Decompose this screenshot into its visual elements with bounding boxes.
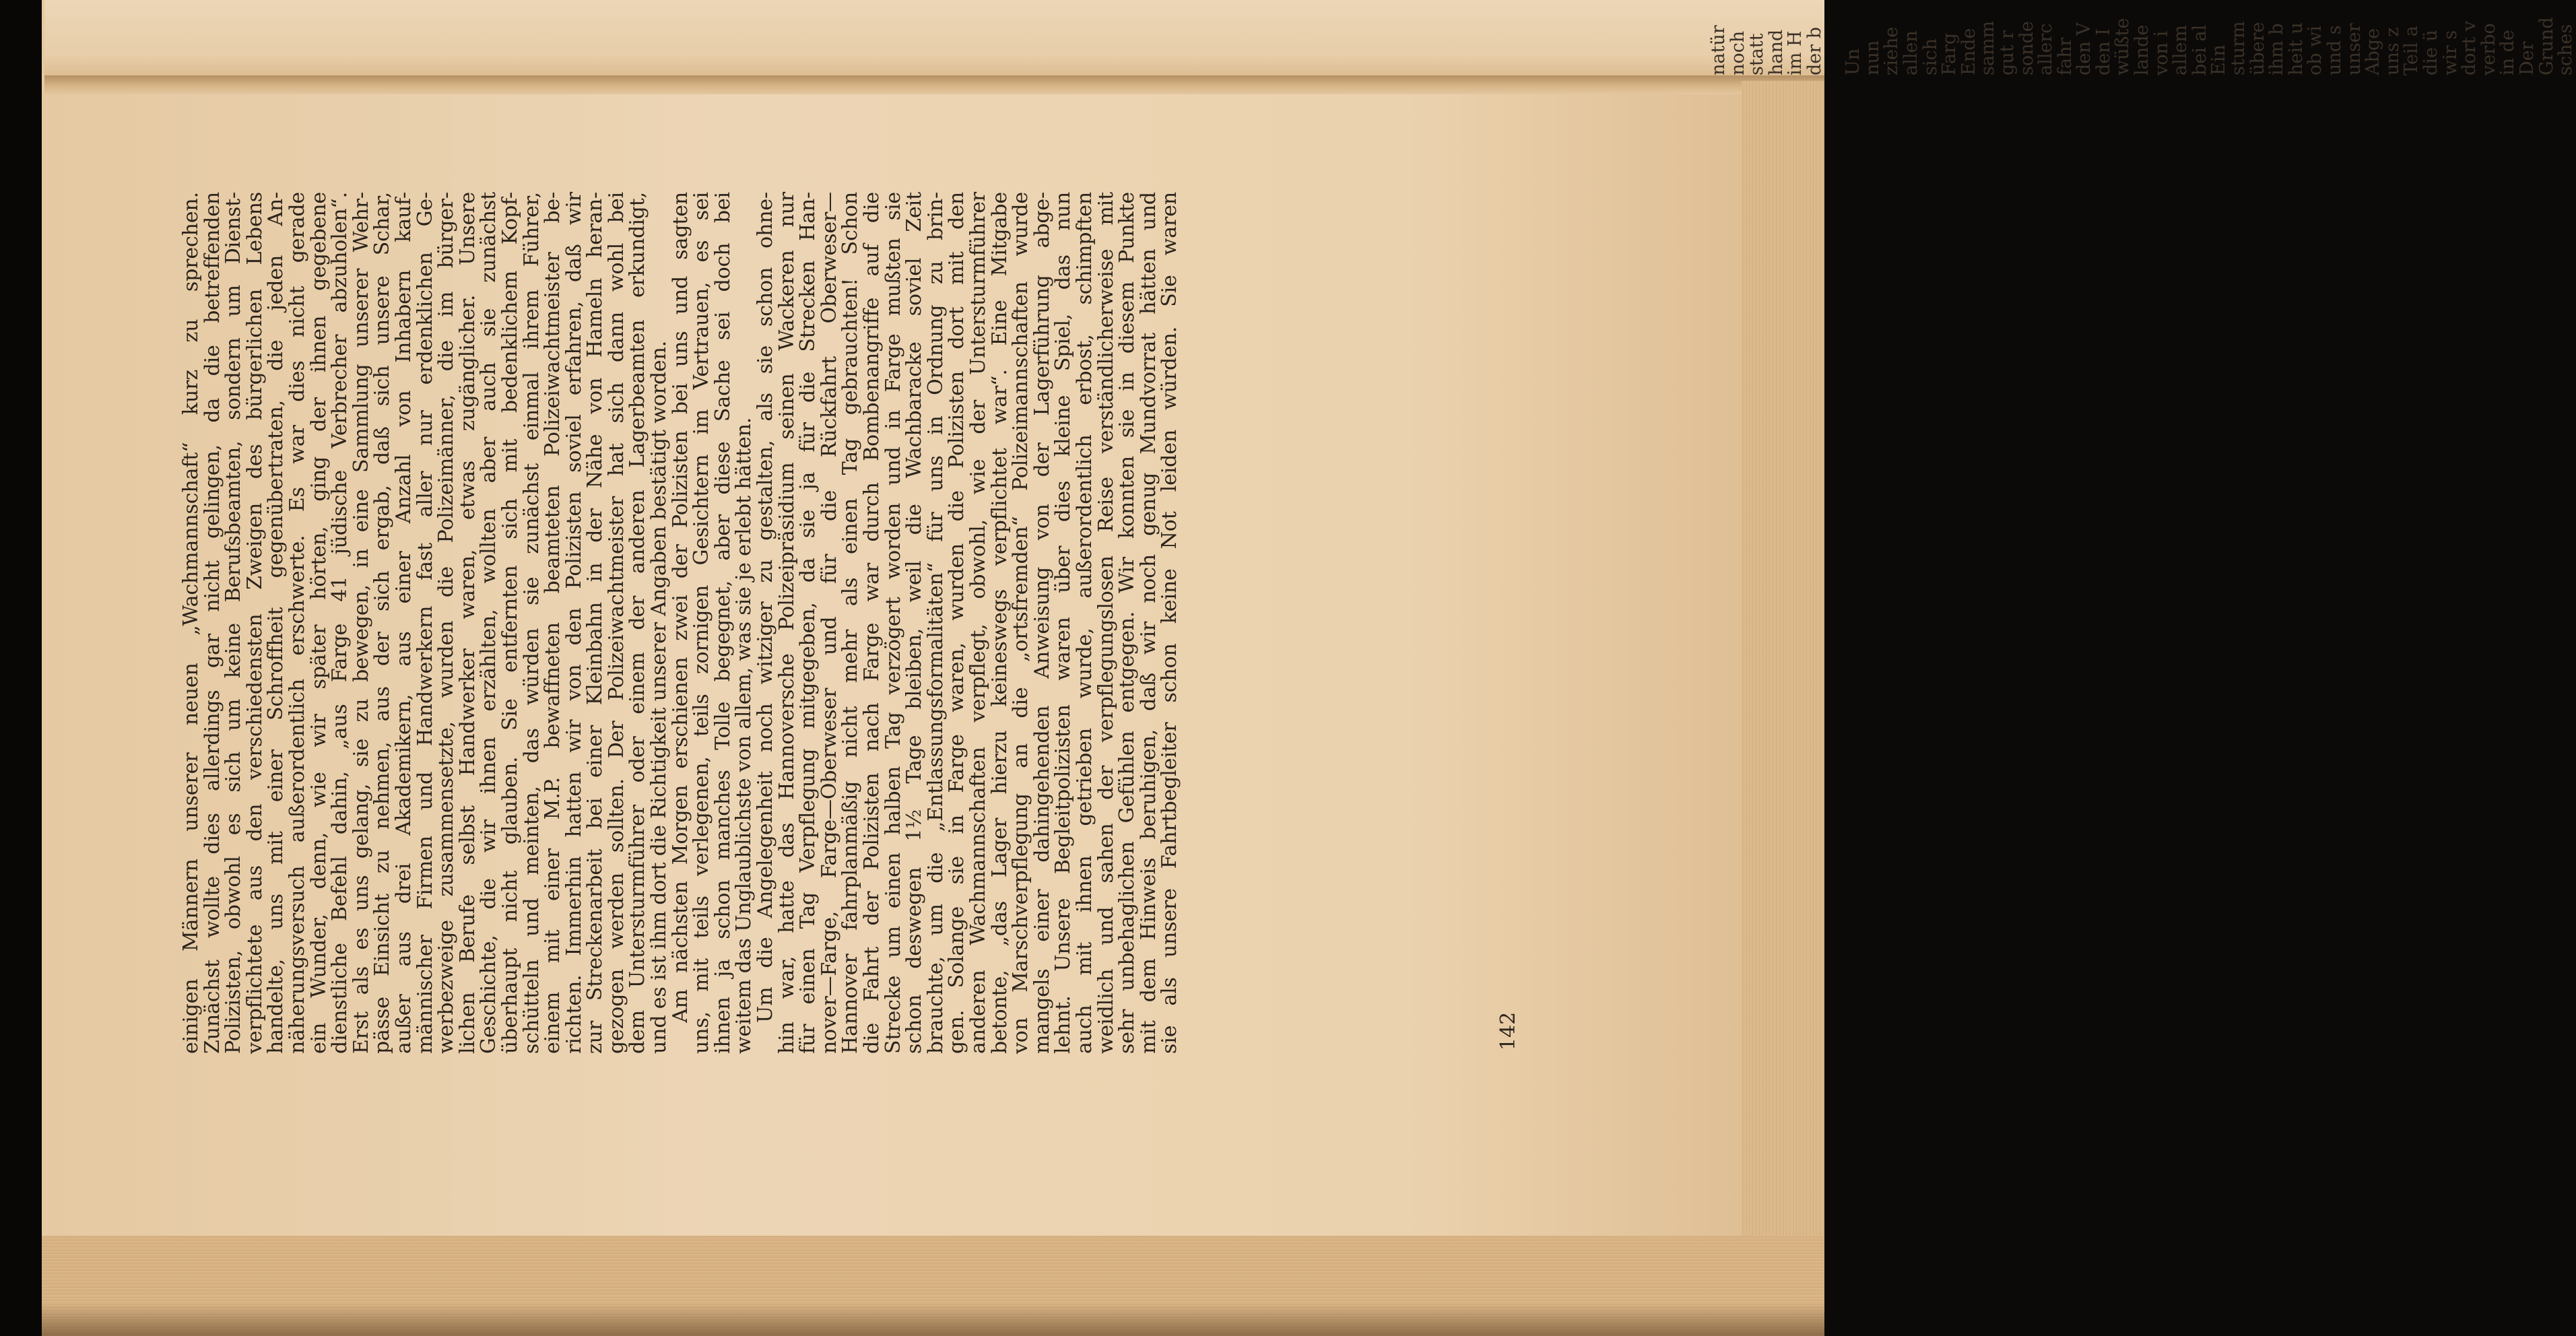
facing-page-line: allen — [1900, 30, 1921, 75]
facing-page-line: gut r — [1996, 30, 2018, 75]
text-line: ihnen ja schon manches Tolle begegnet, aber diese Sache sei doch bei — [711, 192, 735, 1054]
facing-page-line: die ü — [2420, 30, 2441, 75]
text-line: Geschichte, die wir ihnen erzählten, wollten aber auch sie zunächst — [477, 192, 501, 1054]
facing-page-line: allerc — [2035, 23, 2057, 75]
text-line: sehr unbehaglichen Gefühlen entgegen. Wir konnten sie in diesem Punkte — [1115, 192, 1140, 1054]
text-line: verpflichtete aus den verschiedensten Zweigen des bürgerlichen Lebens — [242, 192, 267, 1054]
text-line: auch mit ihnen getrieben wurde, außerordentlich erbost, schimpften — [1072, 192, 1096, 1054]
facing-page-line: Farg — [1939, 32, 1960, 75]
facing-page-line: den I — [2092, 28, 2114, 75]
text-line: weitem das Unglaublichste von allem, was sie je erlebt hätten. — [732, 417, 756, 1054]
text-line: und es ist ihm dort die Richtigkeit unserer Angaben bestätigt worden. — [647, 340, 671, 1054]
text-line: einigen Männern unserer neuen „Wachmannschaft“ kurz zu sprechen. — [179, 192, 203, 1054]
text-line: schon deswegen 1½ Tage bleiben, weil die Wachbaracke soviel Zeit — [902, 192, 927, 1054]
text-line: ein Wunder, denn, wie wir später hörten, ging der ihnen gegebene — [306, 192, 331, 1054]
text-line: die Fahrt der Polizisten nach Farge war durch Bombenangriffe auf die — [860, 192, 884, 1054]
body-text — [180, 192, 1181, 1054]
facing-page-line: uns z — [2381, 27, 2403, 75]
facing-page-line: lande — [2132, 24, 2153, 75]
facing-page-line: wüßte — [2112, 18, 2134, 75]
text-line: männischer Firmen und Handwerkern fast aller nur erdenklichen Ge- — [413, 192, 437, 1054]
text-line: für einen Tag Verpflegung mitgegeben, da sie ja für die Strecken Han- — [796, 192, 820, 1054]
facing-page-line: ob wi — [2305, 26, 2326, 75]
text-line: Am nächsten Morgen erschienen zwei der Polizisten bei uns und sagten — [668, 192, 692, 1023]
text-line: pässe Einsicht zu nehmen, aus der sich ergab, daß sich unsere Schar, — [370, 192, 395, 1054]
facing-page-line: nun — [1861, 40, 1883, 75]
facing-page — [44, 0, 2576, 77]
facing-page-line: Un — [1843, 48, 1864, 75]
text-line: schütteln und meinten, das würden sie zunächst einmal ihrem Führer, — [519, 192, 543, 1054]
facing-page-line: im H — [1785, 30, 1806, 75]
facing-page-line — [1825, 0, 1845, 75]
facing-page-line: ziehe — [1881, 26, 1903, 75]
text-line: brauchte, um die „Entlassungsformalitäten“ für uns in Ordnung zu brin- — [923, 192, 948, 1054]
text-line: dienstliche Befehl dahin, „aus Farge 41 jüdische Verbrecher abzuholen“. — [328, 192, 352, 1054]
text-line: lehnt. Unsere Begleitpolizisten waren über dies kleine Spiel, das nun — [1051, 192, 1076, 1054]
facing-page-line: wir s — [2439, 30, 2461, 75]
page-stack-shadow — [42, 1303, 1824, 1336]
facing-page-line: bei al — [2189, 24, 2210, 75]
text-line: von Marschverpflegung an die „ortsfremden“ Polizeimannschaften wurde — [1009, 192, 1033, 1054]
facing-page-line: Ein — [2208, 44, 2230, 75]
facing-page-line: statt — [1746, 33, 1768, 75]
text-line: hin war, hatte das Hannoversche Polizeipräsidium seinen Wackeren nur — [774, 192, 799, 1054]
text-line: überhaupt nicht glauben. Sie entfernten sich mit bedenklichem Kopf- — [498, 192, 522, 1054]
text-line: Zunächst wollte dies allerdings gar nicht gelingen, da die betreffenden — [200, 192, 224, 1054]
text-line: sie als unsere Fahrtbegleiter schon keine Not leiden würden. Sie waren — [1158, 192, 1182, 1054]
text-line: gezogen werden sollten. Der Polizeiwachtmeister hat sich dann wohl bei — [604, 192, 628, 1054]
text-line: uns, mit teils verlegenen, teils zornigen Gesichtern im Vertrauen, es sei — [690, 192, 714, 1054]
text-line: mangels einer dahingehenden Anweisung von der Lagerführung abge- — [1030, 192, 1054, 1054]
text-line: gen. Solange sie in Farge waren, wurden die Polizisten dort mit den — [945, 192, 969, 1054]
text-line: lichen Berufe selbst Handwerker waren, etwas zugänglicher. Unsere — [455, 192, 480, 1054]
text-line: mit dem Hinweis beruhigen, daß wir noch genug Mundvorrat hätten und — [1136, 192, 1160, 1054]
text-line: außer aus drei Akademikern, aus einer Anzahl von Inhabern kauf- — [391, 192, 416, 1054]
text-line: Hannover fahrplanmäßig nicht mehr als einen Tag gebrauchten! Schon — [838, 192, 863, 1054]
facing-page-line: von i — [2150, 30, 2172, 75]
facing-page-line: noch — [1727, 30, 1748, 75]
text-line: betonte, „das Lager hierzu keineswegs verpflichtet war“. Eine Mitgabe — [987, 192, 1012, 1054]
text-line: näherungsversuch außerordentlich erschwerte. Es war dies nicht gerade — [285, 192, 309, 1054]
facing-page-line: Teil a — [2401, 26, 2422, 75]
text-line: Um die Angelegenheit noch witziger zu gestalten, als sie schon ohne- — [754, 192, 778, 1023]
facing-page-line: der b — [1804, 26, 1825, 75]
facing-page-line: samm — [1977, 20, 1999, 75]
facing-page-line: sonde — [2016, 21, 2037, 75]
facing-page-line: Ende — [1958, 28, 1979, 75]
facing-page-line: fahr — [2054, 37, 2076, 75]
facing-page-line: in de — [2497, 30, 2519, 75]
facing-page-line: Abge — [2363, 28, 2384, 75]
text-line: Polizisten, obwohl es sich um keine Berufsbeamten, sondern um Dienst- — [222, 192, 246, 1054]
text-line: weidlich und sahen der verpflegungslosen Reise verständlicherweise mit — [1094, 192, 1118, 1054]
facing-page-line: Der — [2516, 41, 2538, 75]
facing-page-line: ihm b — [2266, 23, 2288, 75]
facing-page-line: den V — [2074, 22, 2095, 75]
facing-page-lines — [1709, 0, 2576, 75]
page-number: 142 — [1496, 1011, 1520, 1050]
facing-page-line: dort v — [2459, 20, 2480, 75]
text-line: handelte, uns mit einer Schroffheit gegenübertraten, die jeden An- — [264, 192, 288, 1054]
text-line: Erst als es uns gelang, sie zu bewegen, in eine Sammlung unserer Wehr- — [349, 192, 373, 1054]
facing-page-line: Grund — [2536, 17, 2557, 75]
facing-page-line: heit u — [2285, 22, 2307, 75]
facing-page-line: natür — [1708, 25, 1729, 75]
text-line: richten. Immerhin hatten wir von den Polizisten soviel erfahren, daß wir — [562, 192, 586, 1054]
facing-page-line: sich — [1919, 38, 1941, 75]
facing-page-line: hand — [1765, 29, 1787, 75]
text-line: einem mit einer M.P. bewaffneten beamteten Polizeiwachtmeister be- — [541, 192, 565, 1054]
text-line: anderen Wachmannschaften verpflegt, obwohl, wie der Untersturmführer — [966, 192, 990, 1054]
dark-background-edge — [0, 0, 43, 1336]
facing-page-line: verbo — [2478, 23, 2499, 75]
text-line: dem Untersturmführer oder einem der anderen Lagerbeamten erkundigt, — [626, 192, 650, 1054]
text-line: Strecke um einen halben Tag verzögert worden und in Farge mußten sie — [881, 192, 905, 1054]
facing-page-line: und s — [2324, 25, 2345, 75]
text-line: nover—Farge, Farge—Oberweser und für die Rückfahrt Oberweser— — [817, 192, 841, 1054]
text-line: zur Streckenarbeit bei einer Kleinbahn in der Nähe von Hameln heran- — [583, 192, 607, 1054]
page-block-edge — [1742, 81, 1824, 1266]
facing-page-text-clip — [1708, 0, 2576, 75]
facing-page-line: übere — [2247, 22, 2268, 75]
facing-page-line: sches — [2555, 24, 2576, 75]
text-line: werbezweige zusammensetzte, wurden die Polizeimänner, die im bürger- — [434, 192, 459, 1054]
facing-page-line: allem — [2170, 25, 2191, 75]
facing-page-line: unser — [2343, 23, 2365, 75]
facing-page-line: sturm — [2228, 21, 2249, 75]
